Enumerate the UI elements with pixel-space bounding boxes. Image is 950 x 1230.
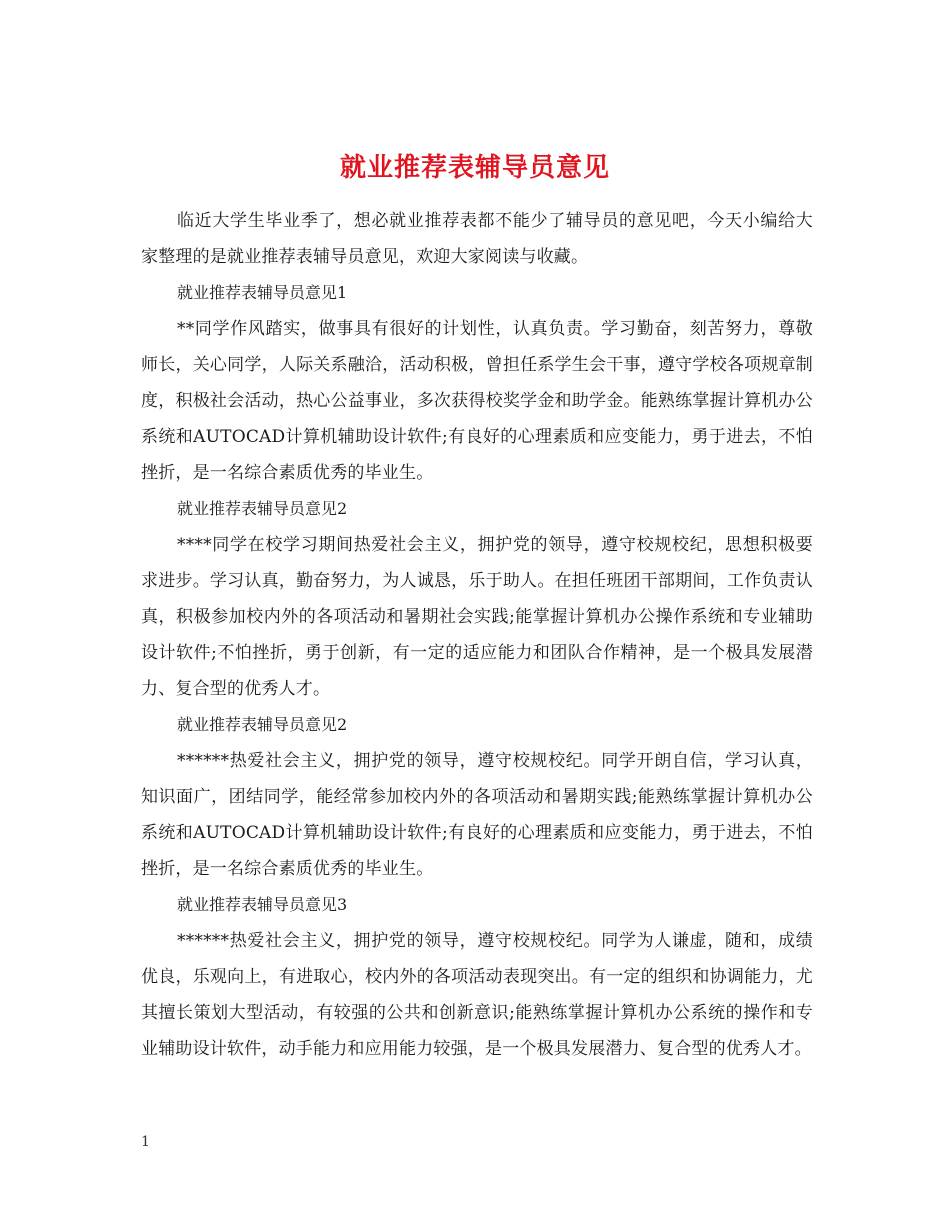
intro-paragraph: 临近大学生毕业季了，想必就业推荐表都不能少了辅导员的意见吧，今天小编给大家整理的是就业推荐表辅导员意见，欢迎大家阅读与收藏。 (141, 211, 813, 267)
section-heading: 就业推荐表辅导员意见3 (177, 895, 348, 914)
section-paragraph: ****同学在校学习期间热爱社会主义，拥护党的领导，遵守校规校纪，思想积极要求进步。学习认真，勤奋努力，为人诚恳，乐于助人。在担任班团干部期间，工作负责认真，积极参加校内外的各项活动和暑期社会实践;能掌握计算机办公操作系统和专业辅助设计软件;不怕挫折，勇于创新，有一定的适应能力和团队合作精神，是一个极具发展潜力、复合型的优秀人才。 (141, 535, 813, 699)
document-body (141, 203, 813, 1067)
section-paragraph: **同学作风踏实，做事具有很好的计划性，认真负责。学习勤奋，刻苦努力，尊敬师长，关心同学，人际关系融洽，活动积极，曾担任系学生会干事，遵守学校各项规章制度，积极社会活动，热心公益事业，多次获得校奖学金和助学金。能熟练掌握计算机办公系统和AUTOCAD计算机辅助设计软件;有良好的心理素质和应变能力，勇于进去，不怕挫折，是一名综合素质优秀的毕业生。 (141, 319, 813, 483)
section-heading: 就业推荐表辅导员意见1 (177, 283, 348, 302)
page-number: 1 (141, 1134, 150, 1150)
section-heading: 就业推荐表辅导员意见2 (177, 499, 348, 518)
section-paragraph: ******热爱社会主义，拥护党的领导，遵守校规校纪。同学为人谦虚，随和，成绩优良，乐观向上，有进取心，校内外的各项活动表现突出。有一定的组织和协调能力，尤其擅长策划大型活动，有较强的公共和创新意识;能熟练掌握计算机办公系统的操作和专业辅助设计软件，动手能力和应用能力较强，是一个极具发展潜力、复合型的优秀人才。 (141, 931, 813, 1059)
section-paragraph: ******热爱社会主义，拥护党的领导，遵守校规校纪。同学开朗自信，学习认真，知识面广，团结同学，能经常参加校内外的各项活动和暑期实践;能熟练掌握计算机办公系统和AUTOCAD计算机辅助设计软件;有良好的心理素质和应变能力，勇于进去，不怕挫折，是一名综合素质优秀的毕业生。 (141, 751, 813, 879)
section-heading: 就业推荐表辅导员意见2 (177, 715, 348, 734)
document-title: 就业推荐表辅导员意见 (339, 153, 610, 184)
